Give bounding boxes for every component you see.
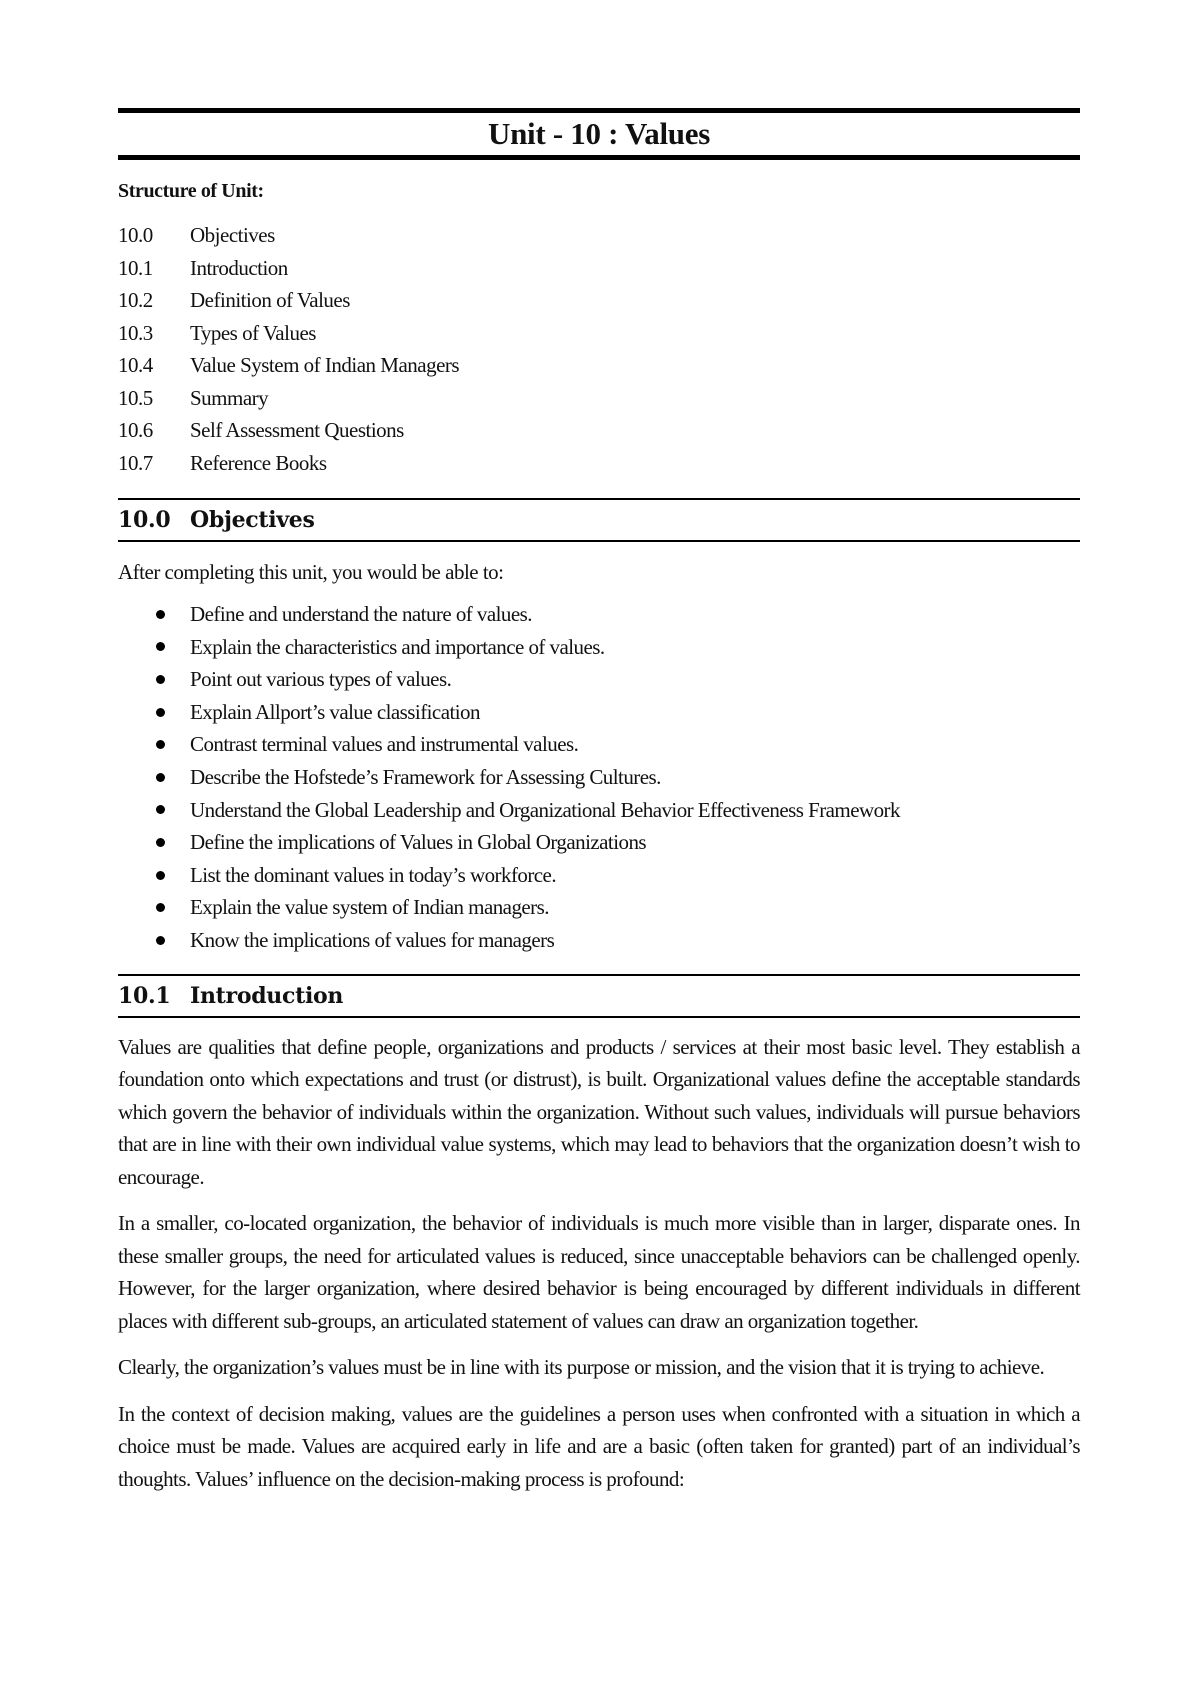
structure-item-label: Definition of Values [190,288,350,312]
structure-item [118,317,1080,350]
structure-item [118,349,1080,382]
bullet-icon [118,805,190,814]
structure-list [118,219,1080,479]
objective-text: Know the implications of values for managers [190,927,555,952]
structure-item-label: Summary [190,385,269,410]
paragraph: In the context of decision making, values are the guidelines a person uses when confronted with a situation in which a choice must be made. Values are acquired early in life and are a basic (often taken for granted) part of an individual’s thoughts. Values’ influence on the decision-making process is profound: [118,1401,1080,1491]
structure-item-label: Reference Books [190,450,327,475]
structure-heading: Structure of Unit: [118,180,264,202]
bullet-icon [118,642,190,651]
objective-item [118,859,1080,892]
objective-text: Understand the Global Leadership and Organizational Behavior Effectiveness Framework [190,797,900,822]
structure-item-number: 10.2 [118,288,153,312]
structure-item [118,414,1080,447]
objective-text: Explain the characteristics and importance of values. [190,634,605,659]
structure-item-number: 10.1 [118,255,153,280]
structure-item-number: 10.0 [118,223,153,247]
objective-text: Point out various types of values. [190,667,452,692]
bullet-icon [118,903,190,912]
structure-item [118,382,1080,415]
objective-item [118,891,1080,924]
section-number: 10.1 [118,982,171,1009]
structure-item-label: Self Assessment Questions [190,418,404,442]
structure-item-label: Introduction [190,255,288,280]
objective-item [118,663,1080,696]
bullet-icon [118,773,190,782]
objective-item [118,631,1080,664]
document-page [118,108,1080,1495]
bullet-icon [118,675,190,684]
objective-text: Explain Allport’s value classification [190,699,480,724]
paragraph: Clearly, the organization’s values must be in line with its purpose or mission, and the vision that it is trying to achieve. [118,1355,1045,1380]
bullet-icon [118,871,190,880]
section-heading-introduction [118,974,1080,1018]
section-number: 10.0 [118,507,171,533]
objective-text: Define the implications of Values in Global Organizations [190,830,647,855]
objectives-intro: After completing this unit, you would be able to: [118,560,504,584]
objective-item [118,826,1080,859]
objective-text: Contrast terminal values and instrumental values. [190,732,579,757]
section-title: Introduction [190,982,344,1009]
section-heading-objectives [118,498,1080,542]
objective-text: Describe the Hofstede’s Framework for Assessing Cultures. [190,764,661,789]
objective-text: Explain the value system of Indian managers. [190,895,549,920]
objective-item [118,696,1080,729]
structure-item-label: Value System of Indian Managers [190,353,460,377]
bullet-icon [118,740,190,749]
objective-item [118,794,1080,827]
bullet-icon [118,936,190,945]
unit-title: Unit - 10 : Values [488,116,710,151]
structure-item [118,219,1080,252]
unit-title-block [118,108,1080,160]
objective-item [118,728,1080,761]
structure-item-number: 10.5 [118,385,153,410]
bullet-icon [118,610,190,619]
section-title: Objectives [190,507,315,533]
objective-text: List the dominant values in today’s workforce. [190,862,557,887]
objectives-list [118,598,1080,957]
structure-item-number: 10.4 [118,353,153,377]
objective-item [118,924,1080,957]
structure-item [118,447,1080,480]
structure-item [118,284,1080,317]
bullet-icon [118,708,190,717]
paragraph: In a smaller, co-located organization, the behavior of individuals is much more visible than in larger, disparate ones. In these smaller groups, the need for articulated values is reduced, since unacceptable behaviors can be challenged openly. However, for the larger organization, where desired behavior is being encouraged by different individuals in different places with different sub-groups, an articulated statement of values can draw an organization together. [118,1211,1080,1333]
objective-item [118,761,1080,794]
objective-item [118,598,1080,631]
bullet-icon [118,838,190,847]
structure-item-label: Objectives [190,223,275,247]
paragraph: Values are qualities that define people, organizations and products / services at their most basic level. They establish a foundation onto which expectations and trust (or distrust), is built. Organizational values define the acceptable standards which govern the behavior of individuals within the organization. Without such values, individuals will pursue behaviors that are in line with their own individual value systems, which may lead to behaviors that the organization doesn’t wish to encourage. [118,1034,1080,1189]
structure-item [118,252,1080,285]
structure-item-number: 10.3 [118,320,153,345]
objective-text: Define and understand the nature of values. [190,602,532,626]
structure-item-number: 10.6 [118,418,153,442]
introduction-body [118,1031,1080,1496]
structure-item-number: 10.7 [118,450,153,475]
structure-item-label: Types of Values [190,320,316,345]
